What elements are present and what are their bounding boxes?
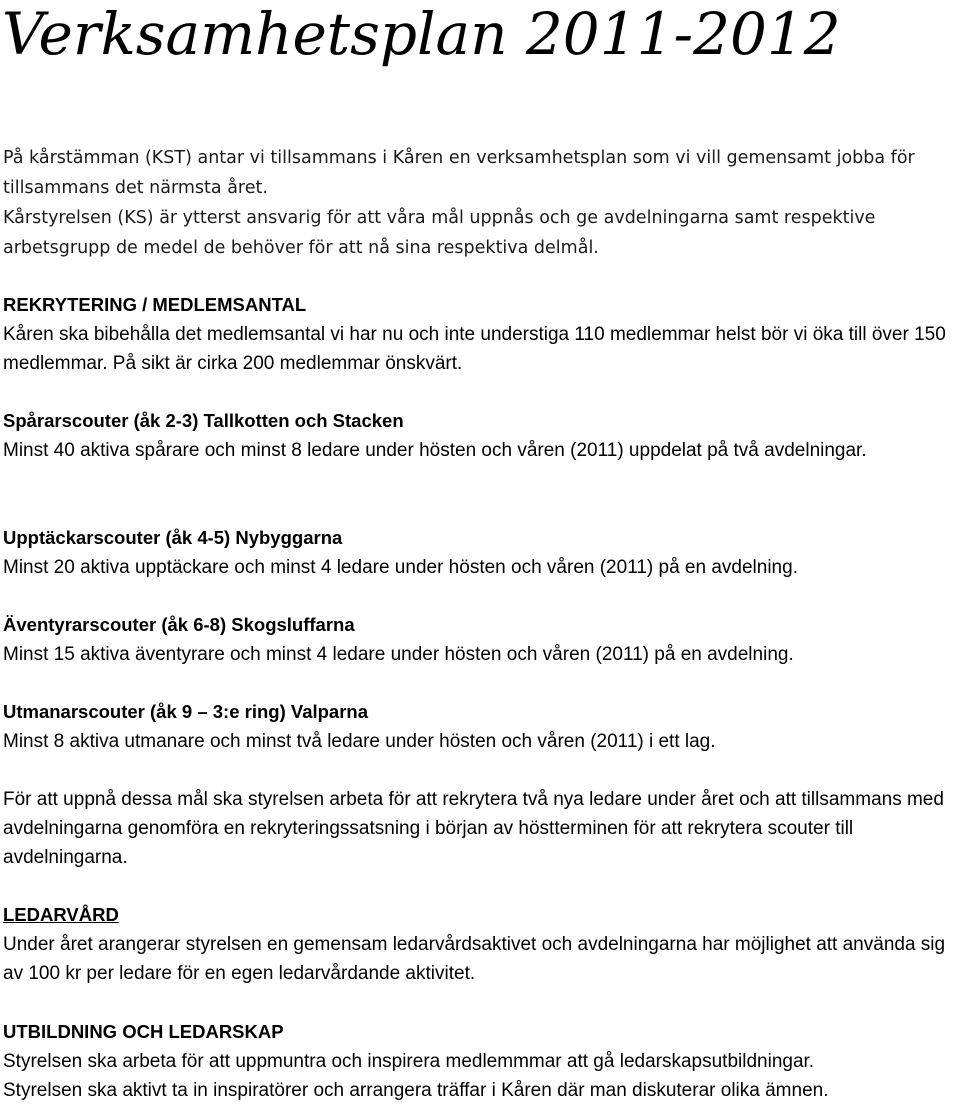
section-upptackare — [3, 523, 958, 582]
section-text: Under året arangerar styrelsen en gemensam ledarvårdsaktivet och avdelningarna har möjlighet att använda sig av 100 kr per ledare för en egen ledarvårdande aktivitet. — [3, 934, 946, 984]
section-utbildning — [3, 1017, 958, 1105]
section-text: Kåren ska bibehålla det medlemsantal vi har nu och inte understiga 110 medlemmar helst bör vi öka till över 150 medlemmar. På sikt är cirka 200 medlemmar önskvärt. — [3, 324, 946, 374]
section-text: För att uppnå dessa mål ska styrelsen arbeta för att rekrytera två nya ledare under året och att tillsammans med avdelningarna genomföra en rekryteringssatsning i början av höstterminen för att rekrytera scouter till avdelningarna. — [3, 789, 944, 868]
section-heading: Äventyrarscouter (åk 6-8) Skogsluffarna — [3, 614, 355, 635]
section-heading: REKRYTERING / MEDLEMSANTAL — [3, 294, 307, 315]
section-aventyrare — [3, 610, 958, 669]
intro-paragraph — [3, 143, 958, 263]
section-text: Styrelsen ska arbeta för att uppmuntra och inspirera medlemmmar att gå ledarskapsutbildningar. — [3, 1051, 815, 1072]
section-text: Minst 20 aktiva upptäckare och minst 4 ledare under hösten och våren (2011) på en avdelning. — [3, 557, 798, 578]
section-text: Minst 8 aktiva utmanare och minst två ledare under hösten och våren (2011) i ett lag. — [3, 731, 716, 752]
intro-line: På kårstämman (KST) antar vi tillsammans i Kåren en verksamhetsplan som vi vill gemensamt jobba för tillsammans det närmsta året. — [3, 148, 915, 198]
section-recruitment — [3, 290, 958, 378]
section-utmanare — [3, 697, 958, 756]
section-text: Styrelsen ska aktivt ta in inspiratörer och arrangera träffar i Kåren där man diskuterar olika ämnen. — [3, 1080, 829, 1101]
section-heading: LEDARVÅRD — [3, 904, 119, 925]
section-heading: Utmanarscouter (åk 9 – 3:e ring) Valparna — [3, 701, 368, 722]
section-text: Minst 15 aktiva äventyrare och minst 4 ledare under hösten och våren (2011) på en avdelning. — [3, 644, 794, 665]
section-heading: UTBILDNING OCH LEDARSKAP — [3, 1021, 284, 1042]
section-text: Minst 40 aktiva spårare och minst 8 ledare under hösten och våren (2011) uppdelat på två avdelningar. — [3, 440, 867, 461]
section-ledarvard — [3, 900, 958, 988]
section-heading: Spårarscouter (åk 2-3) Tallkotten och Stacken — [3, 410, 404, 431]
section-heading: Upptäckarscouter (åk 4-5) Nybyggarna — [3, 527, 343, 548]
page-title: Verksamhetsplan 2011-2012 — [2, 0, 841, 68]
section-recruitment-plan — [3, 785, 958, 872]
intro-line: Kårstyrelsen (KS) är ytterst ansvarig för att våra mål uppnås och ge avdelningarna samt respektive arbetsgrupp de medel de behöver för att nå sina respektiva delmål. — [3, 208, 876, 258]
section-sparare — [3, 406, 958, 465]
